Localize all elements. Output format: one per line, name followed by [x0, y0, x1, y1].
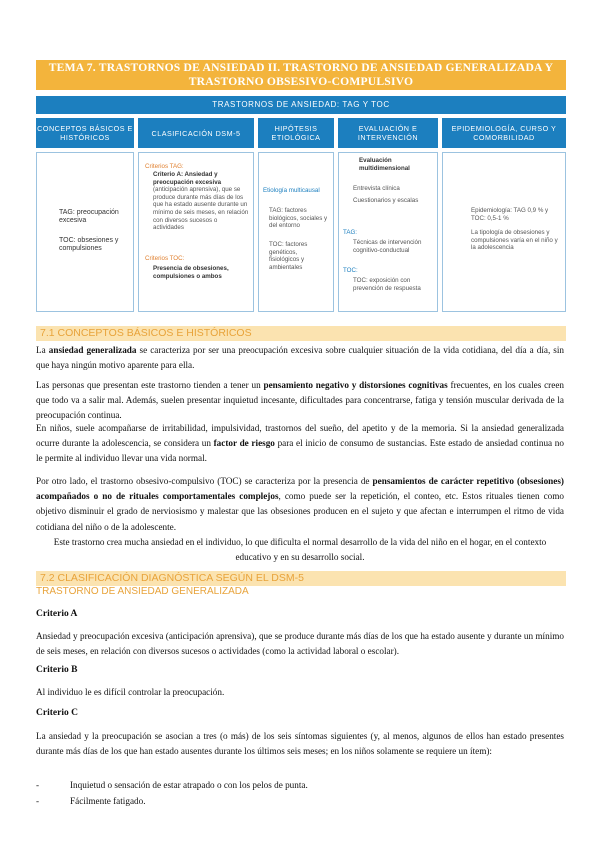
criteria-tag-label: Criterios TAG:: [145, 163, 184, 170]
summary-diagram: [36, 96, 566, 318]
epidemiology-rates: Epidemiología: TAG 0,9 % y TOC: 0,5-1 %: [471, 207, 549, 222]
paragraph-toc: Por otro lado, el trastorno obsesivo-compulsivo (TOC) se caracteriza por la presencia de pensamientos de carácter repetitivo (obsesiones) acompañados o no de rituales comportamentales complejos, como puede ser la repetición, el conteo, etc. Estos rituales tienen como objetivo disminuir el grado de nerviosismo y malestar que las obsesiones producen en el sujeto y que afectan e interrumpen el ritmo de vida cotidiana del niño o de la adolescente.: [36, 476, 564, 532]
column-box-classification: [138, 152, 254, 312]
epidemiology-typology: La tipología de obsesiones y compulsiones varía en el niño y la adolescencia: [471, 229, 558, 252]
criterion-a-text: Ansiedad y preocupación excesiva (anticipación aprensiva), que se produce durante más días de los que ha estado ausente y durante un mínimo de seis meses, en relación con diversos sucesos o actividades (como la actividad laboral o escolar).: [36, 631, 564, 657]
criteria-toc-label: Criterios TOC:: [145, 255, 185, 262]
concept-toc: TOC: obsesiones y compulsiones: [59, 237, 119, 252]
column-header-classification: CLASIFICACIÓN DSM-5: [138, 118, 254, 148]
subsection-title-tag: TRASTORNO DE ANSIEDAD GENERALIZADA: [36, 586, 249, 597]
tag-criterion-a: Criterio A: Ansiedad y preocupación excesiva: [153, 171, 222, 186]
criterion-b-heading: Criterio B: [36, 665, 78, 675]
evaluation-questionnaires: Cuestionarios y escalas: [353, 197, 419, 204]
list-item: - Inquietud o sensación de estar atrapado o con los pelos de punta.: [36, 777, 308, 793]
intervention-toc: TOC: exposición con prevención de respuesta: [353, 277, 421, 292]
criterion-c-text: La ansiedad y la preocupación se asocian a tres (o más) de los seis síntomas siguientes (y, al menos, algunos de ellos han estado presentes durante más días de los que han estado ausentes durante los últimos seis meses; en los niños solamente se requiere un ítem):: [36, 731, 564, 757]
section-title-classification: 7.2 CLASIFICACIÓN DIAGNÓSTICA SEGÚN EL DSM-5: [36, 571, 566, 586]
column-header-epidemiology: EPIDEMIOLOGÍA, CURSO Y COMORBILIDAD: [442, 118, 566, 148]
column-box-epidemiology: [442, 152, 566, 312]
symptom-list: [36, 777, 308, 809]
criterion-c-heading: Criterio C: [36, 708, 78, 718]
intervention-tag: Técnicas de intervención cognitivo-conductual: [353, 239, 422, 254]
column-header-evaluation: EVALUACIÓN E INTERVENCIÓN: [338, 118, 438, 148]
criterion-a-heading: Criterio A: [36, 609, 78, 619]
paragraph-cognitive: Las personas que presentan este trastorno tienden a tener un pensamiento negativo y distorsiones cognitivas frecuentes, en los cuales creen que todo va a salir mal. Además, suelen presentar inquietud incesante, dificultades para concentrarse, fatiga y tensión muscular derivada de la preocupación continua.: [36, 380, 564, 421]
column-header-etiology: HIPÓTESIS ETIOLÓGICA: [258, 118, 334, 148]
list-item: - Fácilmente fatigado.: [36, 793, 308, 809]
paragraph-children: En niños, suele acompañarse de irritabilidad, impulsividad, trastornos del sueño, del apetito y de la memoria. Si la ansiedad generalizada ocurre durante la adolescencia, se considera un factor de riesgo para el inicio de consumo de sustancias. Este estado de ansiedad continua no le permite al individuo llevar una vida normal.: [36, 423, 564, 464]
intervention-tag-label: TAG:: [343, 229, 357, 236]
section-title-concepts: 7.1 CONCEPTOS BÁSICOS E HISTÓRICOS: [36, 326, 566, 341]
diagram-header: TRASTORNOS DE ANSIEDAD: TAG Y TOC: [36, 96, 566, 114]
etiology-title: Etiología multicausal: [263, 187, 320, 194]
paragraph-ansiedad-generalizada: La ansiedad generalizada se caracteriza por ser una preocupación excesiva sobre cualquier situación de la vida cotidiana, del día a día, sin que haya ningún motivo aparente para ella.: [36, 345, 565, 371]
intervention-toc-label: TOC:: [343, 267, 358, 274]
column-box-evaluation: [338, 152, 438, 312]
concept-tag: TAG: preocupación excesiva: [59, 209, 119, 224]
evaluation-interview: Entrevista clínica: [353, 185, 400, 192]
tag-criterion-a-detail: (anticipación aprensiva), que se produce durante más días de los que ha estado ausente durante un mínimo de seis meses, en relación con diversos sucesos o actividades: [153, 186, 249, 232]
document-title: TEMA 7. TRASTORNOS DE ANSIEDAD II. TRASTORNO DE ANSIEDAD GENERALIZADA Y TRASTORNO OBSESIVO-COMPULSIVO: [36, 60, 566, 90]
toc-criterion: Presencia de obsesiones, compulsiones o ambos: [153, 265, 229, 280]
paragraph-impact: Este trastorno crea mucha ansiedad en el individuo, lo que dificulta el normal desarrollo de la vida del niño en el hogar, en el contexto educativo y en su desarrollo social.: [53, 537, 547, 563]
etiology-tag: TAG: factores biológicos, sociales y del entorno: [269, 207, 328, 230]
etiology-toc: TOC: factores genéticos, fisiológicos y ambientales: [269, 241, 308, 271]
evaluation-title: Evaluación multidimensional: [359, 157, 410, 172]
column-header-concepts: CONCEPTOS BÁSICOS E HISTÓRICOS: [36, 118, 134, 148]
column-box-concepts: [36, 152, 134, 312]
column-box-etiology: [258, 152, 334, 312]
criterion-b-text: Al individuo le es difícil controlar la preocupación.: [36, 687, 225, 697]
